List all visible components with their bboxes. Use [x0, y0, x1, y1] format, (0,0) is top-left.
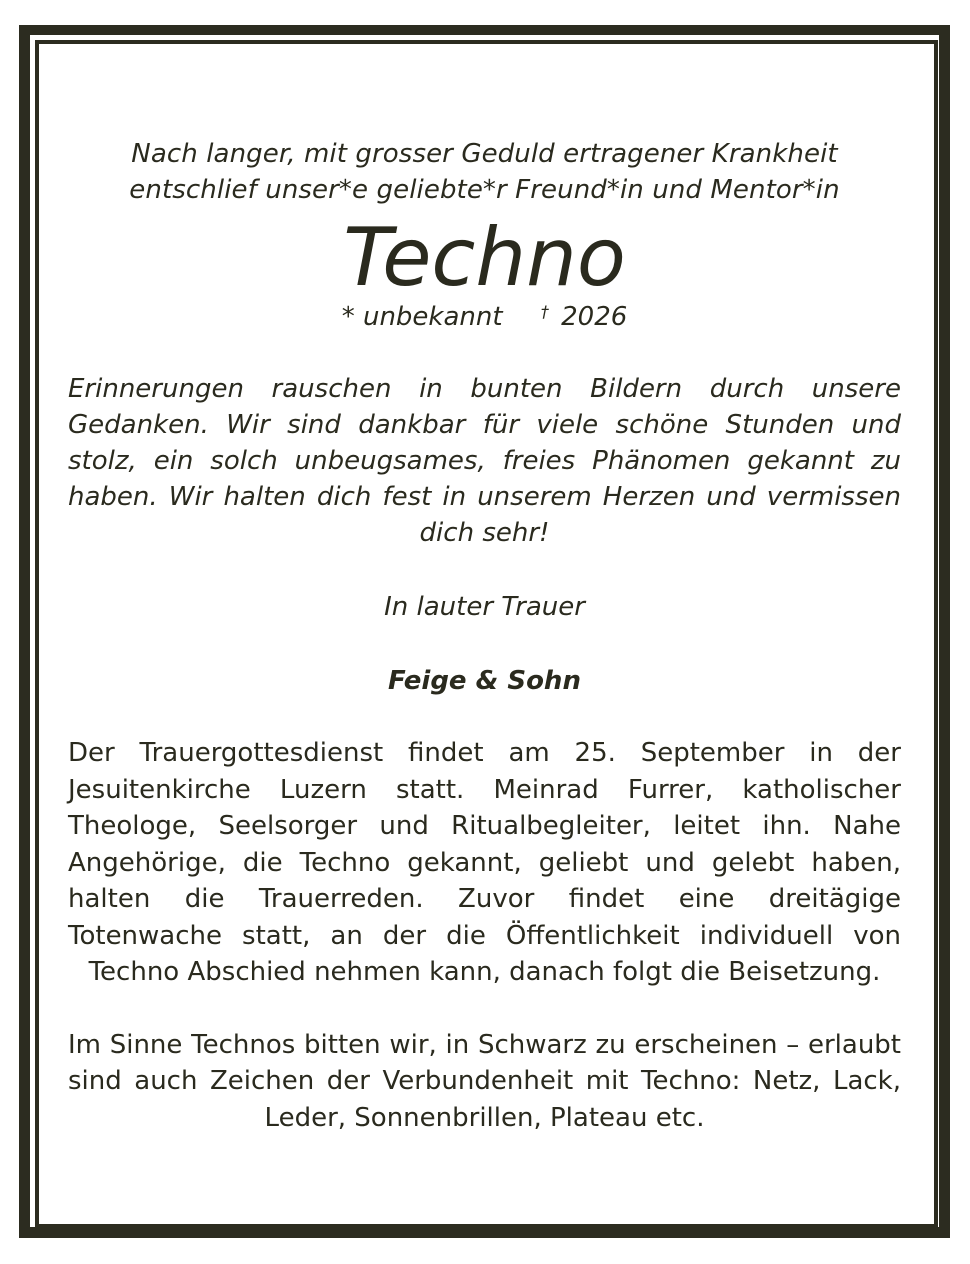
death-date: 2026: [561, 302, 628, 332]
dagger-icon: †: [540, 302, 549, 321]
life-dates: [68, 294, 901, 335]
service-info: Der Trauergottesdienst findet am 25. September in der Jesuitenkirche Luzern statt. Meinrad Furrer, katholischer Theologe, Seelsorger und Ritualbegleiter, leitet ihn. Nahe Angehörige, die Techno gekannt, geliebt und gelebt haben, halten die Trauerreden. Zuvor findet eine dreitägige Totenwache statt, an der die Öffentlichkeit individuell von Techno Abschied nehmen kann, danach folgt die Beisetzung.: [68, 738, 901, 987]
born-marker: *: [341, 302, 355, 332]
deceased-name: Techno: [343, 211, 626, 304]
intro-text: Nach langer, mit grosser Geduld ertragener Krankheit entschlief unser*e geliebte*r Freund*in und Mentor*in: [129, 139, 840, 205]
memory-text: Erinnerungen rauschen in bunten Bildern durch unsere Gedanken. Wir sind dankbar für viele schöne Stunden und stolz, ein solch unbeugsames, freies Phänomen gekannt zu haben. Wir halten dich fest in unserem Herzen und vermissen dich sehr!: [68, 374, 901, 548]
obituary-content: [68, 136, 901, 1136]
born-date: unbekannt: [362, 302, 503, 332]
dress-code-info: Im Sinne Technos bitten wir, in Schwarz zu erscheinen – erlaubt sind auch Zeichen der Verbundenheit mit Techno: Netz, Lack, Leder, Sonnenbrillen, Plateau etc.: [68, 1029, 901, 1133]
signature: Feige & Sohn: [388, 666, 581, 696]
mourning-line: In lauter Trauer: [384, 592, 585, 622]
